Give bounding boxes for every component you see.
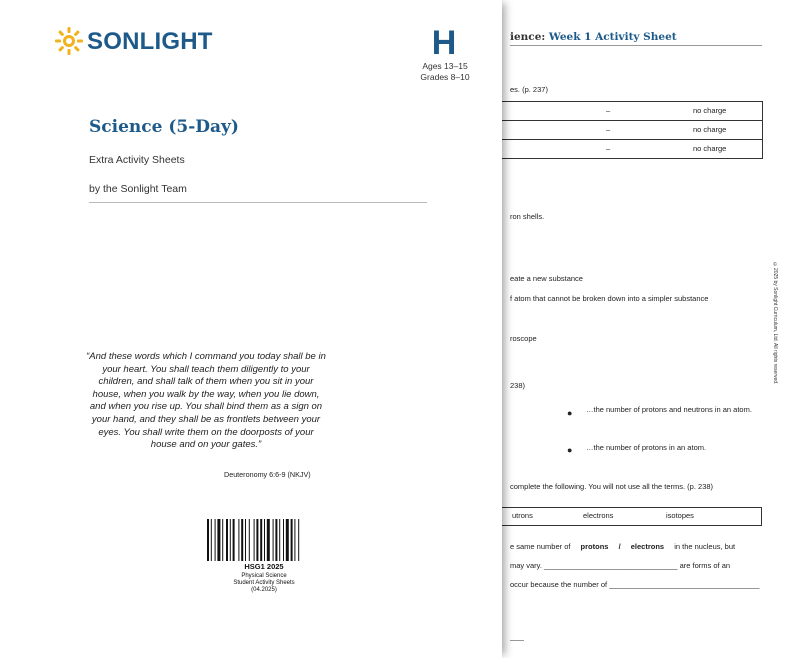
fill-1-d: electrons xyxy=(630,542,665,551)
instructions: complete the following. You will not use all the terms. (p. 238) xyxy=(510,482,714,491)
fill-line-2: may vary. ________________________________ are forms of an xyxy=(510,561,731,570)
bullet-icon: ● xyxy=(567,445,573,455)
table-row-2-dash: – xyxy=(606,125,611,134)
line-shells: ron shells. xyxy=(510,212,545,221)
sheet-title-prefix: ience: xyxy=(510,31,546,43)
brand-logo-text: SONLIGHT xyxy=(87,28,213,55)
barcode-code: HSG1 2025 xyxy=(244,562,284,571)
fill-1-b: protons xyxy=(580,542,609,551)
fill-1-a: e same number of xyxy=(510,542,571,551)
sheet-title-main: Week 1 Activity Sheet xyxy=(548,31,677,43)
sheet-title xyxy=(510,31,677,43)
level-ages: Ages 13–15 xyxy=(422,61,468,71)
activity-sheet-page xyxy=(500,0,800,658)
table-row-1-dash: – xyxy=(606,106,611,115)
fill-1-c: / xyxy=(618,542,621,551)
course-subtitle: Extra Activity Sheets xyxy=(89,154,185,166)
bullet-2-text: …the number of protons in an atom. xyxy=(586,443,707,452)
term-2: electrons xyxy=(583,511,614,520)
level-grades: Grades 8–10 xyxy=(420,72,470,82)
line-substance: eate a new substance xyxy=(510,274,583,283)
page-ref-1: es. (p. 237) xyxy=(510,85,548,94)
scripture-quote: “And these words which I command you today shall be in your heart. You shall teach them diligently to your children, and shall talk of them when you sit in your house, when you walk by the way, when you lie down, and when you rise up. You shall bind them as a sign on your hand, and they shall be as frontlets between your eyes. You shall write them on the doorposts of your house and on your gates.” xyxy=(86,351,326,451)
term-3: isotopes xyxy=(666,511,694,520)
barcode-line-2: Student Activity Sheets xyxy=(233,580,295,586)
term-1: utrons xyxy=(512,511,533,520)
fill-1-e: in the nucleus, but xyxy=(674,542,736,551)
course-author: by the Sonlight Team xyxy=(89,183,187,195)
page-ref-2: 238) xyxy=(510,381,526,390)
barcode-line-3: (04.2025) xyxy=(251,587,277,593)
line-microscope: roscope xyxy=(510,334,537,343)
copyright-notice: ©2025 by Sonlight Curriculum, Ltd. All rights reserved. xyxy=(772,262,778,385)
table-row-3-dash: – xyxy=(606,144,611,153)
bottom-rule xyxy=(510,640,524,641)
course-title: Science (5-Day) xyxy=(89,117,239,137)
barcode xyxy=(205,519,323,561)
table-row-1-charge: no charge xyxy=(693,106,727,115)
bullet-1-text: …the number of protons and neutrons in an atom. xyxy=(586,405,752,414)
level-letter: H xyxy=(431,24,457,62)
fill-line-1 xyxy=(510,542,735,551)
title-divider xyxy=(89,202,427,203)
scripture-reference: Deuteronomy 6:6-9 (NKJV) xyxy=(224,470,311,479)
bullet-icon: ● xyxy=(567,408,573,418)
table-row-2-charge: no charge xyxy=(693,125,727,134)
table-row-3-charge: no charge xyxy=(693,144,727,153)
barcode-line-1: Physical Science xyxy=(241,573,287,579)
fill-line-3: occur because the number of ____________________________________ xyxy=(510,580,760,589)
sonlight-sun-icon xyxy=(55,27,83,55)
line-atom: f atom that cannot be broken down into a simpler substance xyxy=(510,294,709,303)
sheet-title-rule xyxy=(510,45,762,46)
